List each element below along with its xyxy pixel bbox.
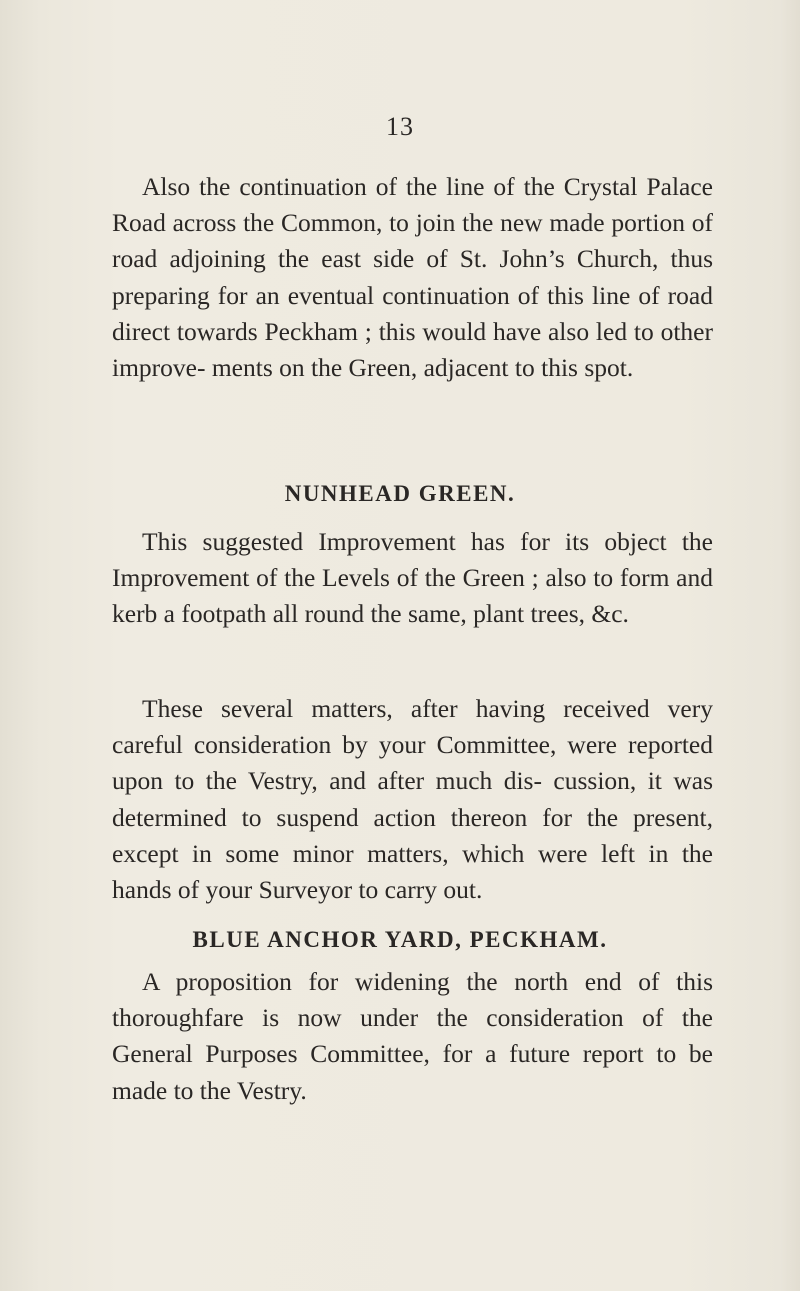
paragraph-text: Also the continuation of the line of the Crystal Palace Road across the Common, to join the new made portion of road adjoining the east side of St. John’s Church, thus preparing for an eventual continuation of this line of road direct towards Peckham ; this would have also led to other improve- ments on the Green, adjacent to this spot. <box>112 172 713 383</box>
paragraph-text: This suggested Improvement has for its object the Improvement of the Levels of the Green ; also to form and kerb a footpath all round the same, plant trees, &c. <box>112 527 713 629</box>
paragraph-widening-proposition <box>112 964 713 1109</box>
paragraph-vestry-discussion <box>112 691 713 908</box>
paragraph-crystal-palace-road <box>112 169 713 386</box>
paragraph-nunhead-improvement <box>112 524 713 633</box>
heading-nunhead-green: NUNHEAD GREEN. <box>284 481 516 506</box>
paragraph-text: These several matters, after having received very careful consideration by your Committee, were reported upon to the Vestry, and after much dis- cussion, it was determined to suspend action thereon for the present, except in some minor matters, which were left in the hands of your Surveyor to carry out. <box>112 694 713 905</box>
page-number: 13 <box>386 112 414 141</box>
heading-blue-anchor-yard: BLUE ANCHOR YARD, PECKHAM. <box>192 927 608 952</box>
paragraph-text: A proposition for widening the north end of this thoroughfare is now under the consideration of the General Purposes Committee, for a future report to be made to the Vestry. <box>112 967 713 1105</box>
